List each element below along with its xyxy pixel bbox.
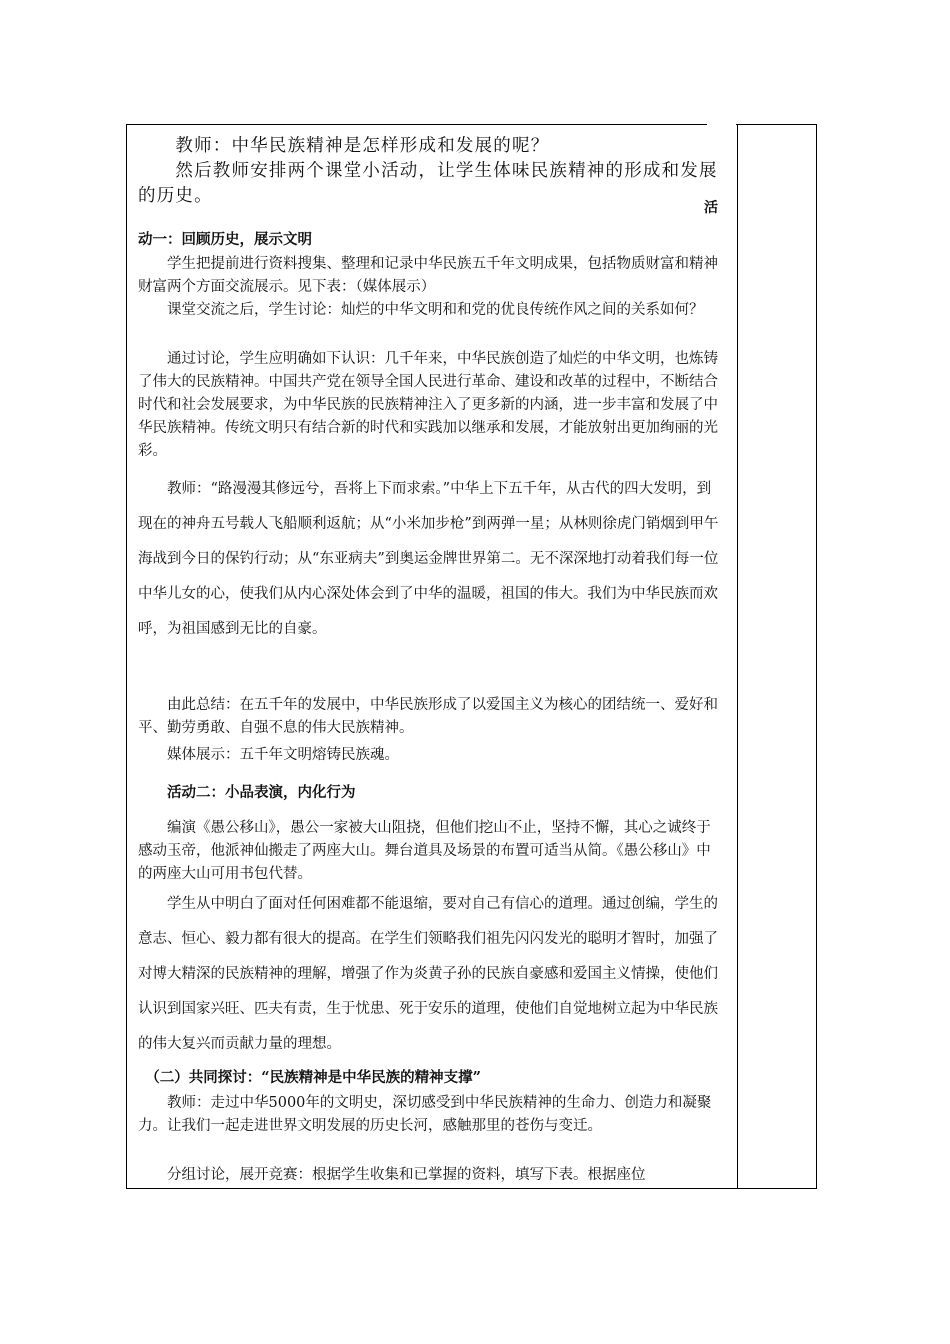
paragraph-students-learn: 学生从中明白了面对任何困难都不能退缩，要对自己有信心的道理。通过创编，学生的意志、恒心、毅力都有很大的提高。在学生们领略我们祖先闪闪发光的聪明才智时，加强了对博大精深的民族精神的理解，增强了作为炎黄子孙的民族自豪感和爱国主义情操，使他们认识到国家兴旺、匹夫有责，生于忧患、死于安乐的道理，使他们自觉地树立起为中华民族的伟大复兴而贡献力量的理想。 [138, 896, 718, 1052]
paragraph-teacher-history: 教师：走过中华5000年的文明史，深切感受到中华民族精神的生命力、创造力和凝聚力。让我们一起走进世界文明发展的历史长河，感触那里的苍伤与变迁。 [138, 1095, 712, 1134]
paragraph-media: 媒体展示：五千年文明熔铸民族魂。 [138, 747, 399, 763]
table-top-border [127, 124, 707, 125]
heading-section-two: （二）共同探讨：“民族精神是中华民族的精神支撑” [138, 1069, 481, 1086]
paragraph-skit: 编演《愚公移山》，愚公一家被大山阻挠，但他们挖山不止，坚持不懈，其心之诚终于感动玉帝，他派神仙搬走了两座大山。舞台道具及场景的布置可适当从简。《愚公移山》中的两座大山可用书包代替。 [138, 820, 711, 882]
paragraph-materials: 学生把提前进行资料搜集、整理和记录中华民族五千年文明成果，包括物质财富和精神财富两个方面交流展示。见下表：（媒体展示） [138, 256, 718, 295]
paragraph-activity-intro: 然后教师安排两个课堂小活动，让学生体味民族精神的形成和发展的历史。 [138, 161, 718, 206]
paragraph-summary: 由此总结：在五千年的发展中，中华民族形成了以爱国主义为核心的团结统一、爱好和平、勤劳勇敢、自强不息的伟大民族精神。 [138, 697, 718, 736]
heading-activity-two: 活动二：小品表演，内化行为 [138, 784, 356, 801]
side-mark: 活 [704, 200, 718, 216]
paragraph-group-discussion: 分组讨论，展开竞赛：根据学生收集和已掌握的资料，填写下表。根据座位 [138, 1167, 646, 1183]
heading-activity-one: 动一：回顾历史，展示文明 [138, 231, 312, 248]
paragraph-teacher-quote: 教师：“路漫漫其修远兮，吾将上下而求索。”中华上下五千年，从古代的四大发明，到现在的神舟五号载人飞船顺利返航；从“小米加步枪”到两弹一星；从林则徐虎门销烟到甲午海战到今日的保钓行动；从“东亚病夫”到奥运金牌世界第二。无不深深地打动着我们每一位中华儿女的心，使我们从内心深处体会到了中华的温暖，祖国的伟大。我们为中华民族而欢呼，为祖国感到无比的自豪。 [138, 481, 719, 637]
column-divider [737, 124, 738, 1188]
paragraph-teacher-question: 教师：中华民族精神是怎样形成和发展的呢？ [138, 136, 550, 156]
paragraph-discussion: 课堂交流之后，学生讨论：灿烂的中华文明和和党的优良传统作风之间的关系如何？ [138, 302, 704, 318]
paragraph-conclusion-discussion: 通过讨论，学生应明确如下认识：几千年来，中华民族创造了灿烂的中华文明，也炼铸了伟大的民族精神。中国共产党在领导全国人民进行革命、建设和改革的过程中，不断结合时代和社会发展要求，为中华民族的民族精神注入了更多新的内涵，进一步丰富和发展了中华民族精神。传统文明只有结合新的时代和实践加以继承和发展，才能放射出更加绚丽的光彩。 [138, 351, 718, 459]
table-top-border-right [736, 124, 816, 125]
